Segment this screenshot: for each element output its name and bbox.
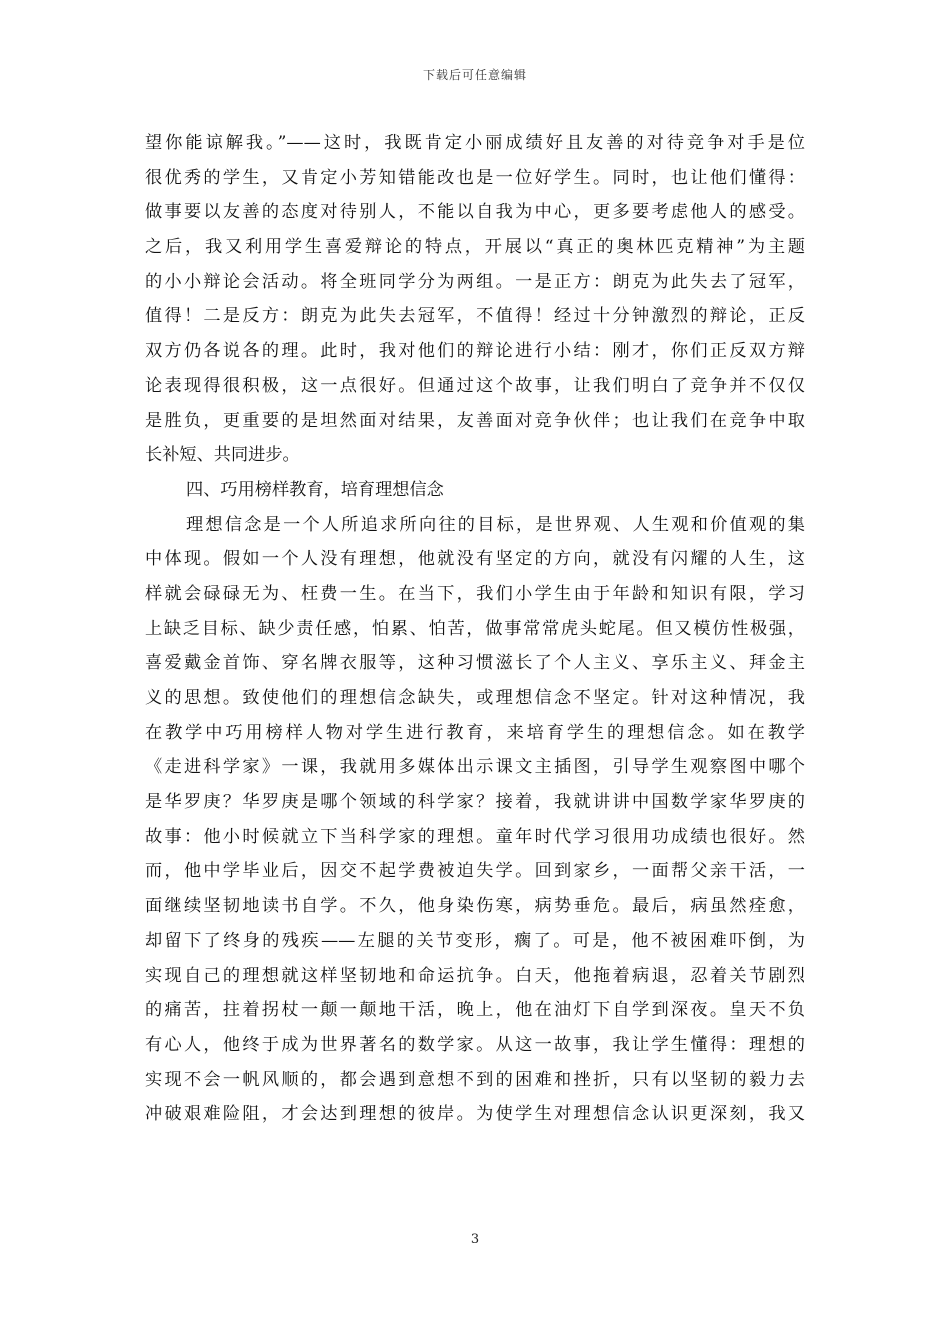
text-line: 是胜负，更重要的是坦然面对结果，友善面对竞争伙伴；也让我们在竞争中取 bbox=[145, 410, 805, 431]
text-line: 义的思想。致使他们的理想信念缺失，或理想信念不坚定。针对这种情况，我 bbox=[145, 688, 805, 708]
text-line: 长补短、共同进步。 bbox=[145, 445, 300, 466]
text-line: 《走进科学家》一课，我就用多媒体出示课文主插图，引导学生观察图中哪个 bbox=[145, 757, 805, 778]
text-line: 值得！二是反方：朗克为此失去冠军，不值得！经过十分钟激烈的辩论，正反 bbox=[145, 306, 805, 327]
text-line: 是华罗庚？华罗庚是哪个领域的科学家？接着，我就讲讲中国数学家华罗庚的 bbox=[145, 792, 805, 813]
text-line: 实现自己的理想就这样坚韧地和命运抗争。白天，他拖着病退，忍着关节剧烈 bbox=[145, 965, 805, 986]
text-line: 冲破艰难险阻，才会达到理想的彼岸。为使学生对理想信念认识更深刻，我又 bbox=[145, 1104, 805, 1125]
text-line: 双方仍各说各的理。此时，我对他们的辩论进行小结：刚才，你们正反双方辩 bbox=[145, 341, 805, 362]
page-number: 3 bbox=[470, 1232, 480, 1247]
text-line: 中体现。假如一个人没有理想，他就没有坚定的方向，就没有闪耀的人生，这 bbox=[145, 549, 805, 570]
text-line: 故事：他小时候就立下当科学家的理想。童年时代学习很用功成绩也很好。然 bbox=[145, 826, 805, 847]
text-line: 样就会碌碌无为、枉费一生。在当下，我们小学生由于年龄和知识有限，学习 bbox=[145, 583, 805, 604]
text-line: 的痛苦，拄着拐杖一颠一颠地干活，晚上，他在油灯下自学到深夜。皇天不负 bbox=[145, 1000, 805, 1021]
text-line: 的小小辩论会活动。将全班同学分为两组。一是正方：朗克为此失去了冠军， bbox=[145, 271, 805, 292]
text-line: 而，他中学毕业后，因交不起学费被迫失学。回到家乡，一面帮父亲干活，一 bbox=[145, 861, 805, 882]
page-header: 下载后可任意编辑 bbox=[422, 68, 527, 82]
text-line: 面继续坚韧地读书自学。不久，他身染伤寒，病势垂危。最后，病虽然痊愈， bbox=[145, 896, 805, 917]
text-line: 有心人，他终于成为世界著名的数学家。从这一故事，我让学生懂得：理想的 bbox=[145, 1034, 805, 1055]
text-line: 很优秀的学生，又肯定小芳知错能改也是一位好学生。同时，也让他们懂得： bbox=[145, 167, 805, 188]
text-line: 论表现得很积极，这一点很好。但通过这个故事，让我们明白了竞争并不仅仅 bbox=[145, 375, 805, 396]
text-line: 实现不会一帆风顺的，都会遇到意想不到的困难和挫折，只有以坚韧的毅力去 bbox=[145, 1069, 805, 1090]
text-line: 却留下了终身的残疾——左腿的关节变形，瘸了。可是，他不被困难吓倒，为 bbox=[145, 930, 805, 951]
text-line: 上缺乏目标、缺少责任感，怕累、怕苦，做事常常虎头蛇尾。但又模仿性极强， bbox=[145, 618, 805, 639]
paragraph-first-line: 理想信念是一个人所追求所向往的目标，是世界观、人生观和价值观的集 bbox=[186, 514, 805, 535]
text-line: 之后，我又利用学生喜爱辩论的特点，开展以“真正的奥林匹克精神”为主题 bbox=[145, 237, 805, 258]
text-line: 做事要以友善的态度对待别人，不能以自我为中心，更多要考虑他人的感受。 bbox=[145, 202, 805, 223]
text-line: 喜爱戴金首饰、穿名牌衣服等，这种习惯滋长了个人主义、享乐主义、拜金主 bbox=[145, 653, 805, 674]
text-line: 在教学中巧用榜样人物对学生进行教育，来培育学生的理想信念。如在教学 bbox=[145, 722, 805, 743]
document-body bbox=[145, 126, 805, 1132]
text-line: 望你能谅解我。”——这时，我既肯定小丽成绩好且友善的对待竞争对手是位 bbox=[145, 133, 805, 153]
section-heading: 四、巧用榜样教育，培育理想信念 bbox=[186, 479, 444, 500]
